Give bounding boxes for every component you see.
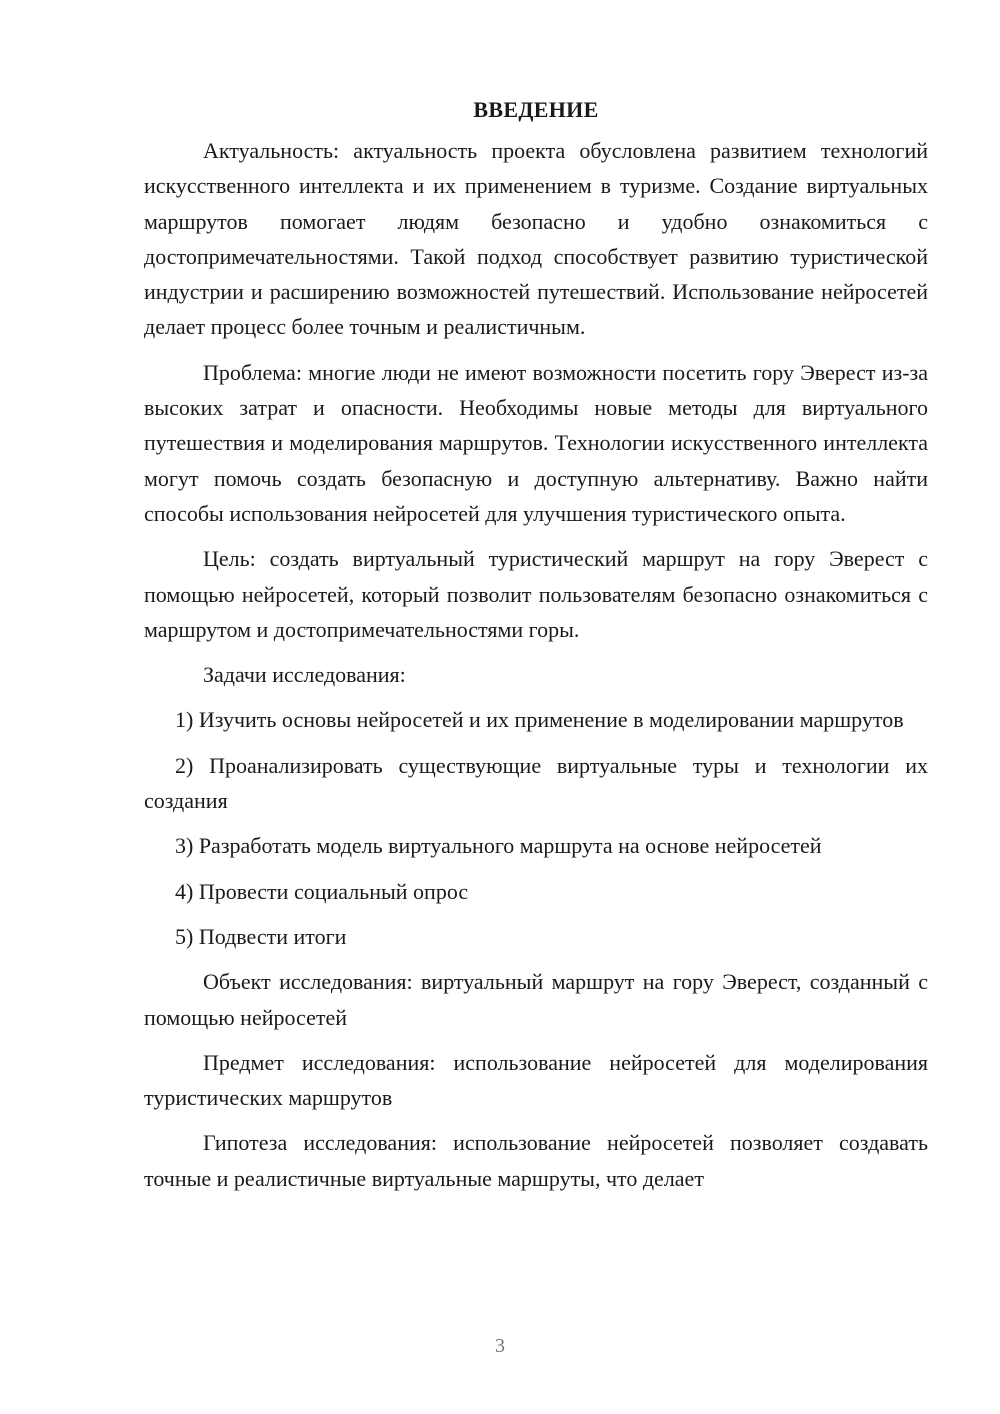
page-number: 3 bbox=[495, 1335, 505, 1357]
task-item-2: 2) Проанализировать существующие виртуальные туры и технологии их создания bbox=[144, 752, 928, 814]
task-item-3: 3) Разработать модель виртуального маршрута на основе нейросетей bbox=[175, 833, 822, 859]
paragraph-hypothesis: Гипотеза исследования: использование нейросетей позволяет создавать точные и реалистичные виртуальные маршруты, что делает bbox=[144, 1130, 928, 1191]
paragraph-object: Объект исследования: виртуальный маршрут на гору Эверест, созданный с помощью нейросетей bbox=[144, 969, 928, 1030]
tasks-heading: Задачи исследования: bbox=[203, 662, 406, 688]
paragraph-subject: Предмет исследования: использование нейросетей для моделирования туристических маршрутов bbox=[144, 1049, 928, 1111]
task-item-1: 1) Изучить основы нейросетей и их применение в моделировании маршрутов bbox=[175, 707, 904, 733]
paragraph-problem: Проблема: многие люди не имеют возможности посетить гору Эверест из-за высоких затрат и опасности. Необходимы новые методы для виртуального путешествия и моделирования маршрутов. Технологии искусственного интеллекта могут помочь создать безопасную и доступную альтернативу. Важно найти способы использования нейросетей для улучшения туристического опыта. bbox=[144, 359, 928, 526]
document-page bbox=[144, 92, 928, 1206]
task-item-4: 4) Провести социальный опрос bbox=[175, 878, 469, 904]
section-title: ВВЕДЕНИЕ bbox=[473, 97, 599, 122]
paragraph-relevance: Актуальность: актуальность проекта обусловлена развитием технологий искусственного интеллекта и их применением в туризме. Создание виртуальных маршрутов помогает людям безопасно и удобно ознакомиться с достопримечательностями. Такой подход способствует развитию туристической индустрии и расширению возможностей путешествий. Использование нейросетей делает процесс более точным и реалистичным. bbox=[144, 138, 928, 340]
task-item-5: 5) Подвести итоги bbox=[175, 923, 347, 949]
paragraph-goal: Цель: создать виртуальный туристический маршрут на гору Эверест с помощью нейросетей, который позволит пользователям безопасно ознакомиться с маршрутом и достопримечательностями горы. bbox=[144, 546, 928, 642]
